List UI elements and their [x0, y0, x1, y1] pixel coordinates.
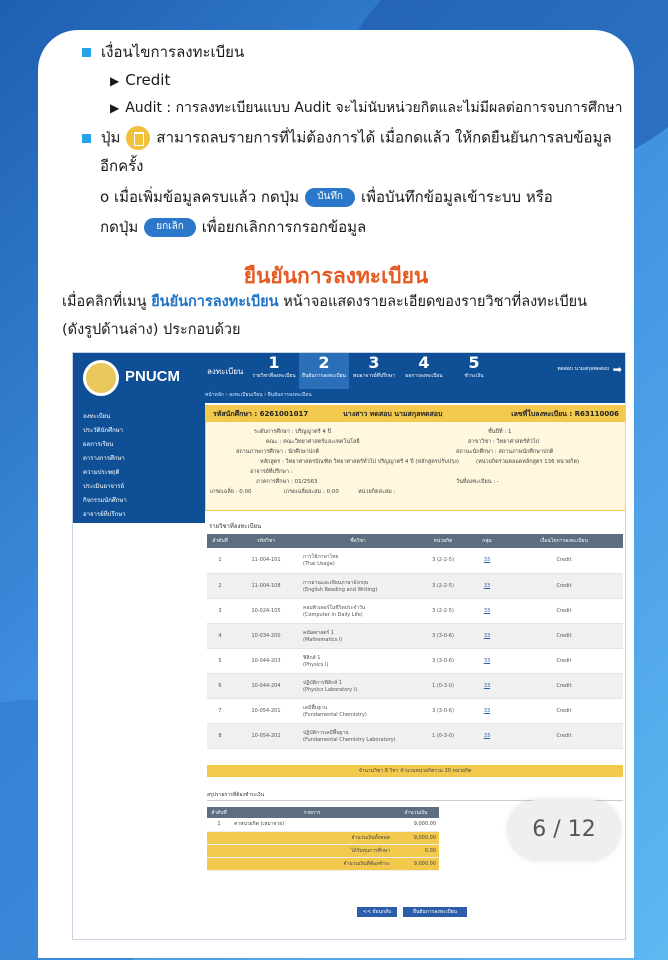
info-field: (หน่วยกิตรวมตลอดหลักสูตร 136 หน่วยกิต): [476, 459, 580, 465]
step-number: 4: [418, 353, 430, 372]
group-link[interactable]: 33: [483, 582, 491, 589]
step-number: 3: [368, 353, 380, 372]
step-label: รายวิชาที่ลงทะเบียน: [252, 373, 296, 379]
fee-sum-label: จำนวนเงินทั้งหมด: [207, 831, 393, 844]
table-header-row: [207, 534, 623, 548]
student-bar: [205, 405, 626, 421]
intro-paragraph: [62, 292, 587, 313]
bullet-delete-line2: อีกครั้ง: [100, 157, 144, 175]
bullet-square-icon: [82, 48, 91, 57]
bullet-text: ปุ่ม: [101, 128, 121, 147]
cell-condition: Credit: [505, 623, 623, 648]
line-text: เมื่อเพิ่มข้อมูลครบแล้ว กดปุ่ม: [113, 188, 300, 206]
fee-sum-label: จำนวนเงินที่ต้องชำระ: [207, 857, 393, 870]
cell-group[interactable]: [469, 673, 505, 698]
sub-bullet-text: Credit: [125, 71, 171, 89]
cell-name: [299, 698, 417, 723]
course-name-th: คณิตศาสตร์ 1: [303, 629, 334, 636]
app-header: [73, 353, 626, 403]
cell-condition: Credit: [505, 673, 623, 698]
column-header: รหัสวิชา: [233, 534, 299, 548]
sidebar-item[interactable]: กิจกรรมนักศึกษา: [83, 497, 127, 504]
group-link[interactable]: 33: [483, 682, 491, 689]
total-credits-bar: จำนวนวิชา 8 วิชา จำนวนหน่วยกิตรวม 20 หน่วยกิต: [207, 765, 623, 777]
cell-credit: 1 (0-3-0): [417, 673, 469, 698]
course-name-th: ฟิสิกส์ 1: [303, 654, 321, 661]
cell-group[interactable]: [469, 548, 505, 573]
course-name-en: (English Reading and Writing): [303, 586, 378, 593]
info-field: เกรดเฉลี่ย : 0.00: [210, 489, 252, 495]
column-header: ชื่อวิชา: [299, 534, 417, 548]
info-field: สถานภาพการศึกษา : นักศึกษาปกติ: [236, 449, 320, 455]
cell-group[interactable]: [469, 598, 505, 623]
line-text: กดปุ่ม: [100, 218, 139, 236]
cell-name: [299, 623, 417, 648]
course-name-th: การใช้ภาษาไทย: [303, 554, 339, 561]
cell-name: [299, 673, 417, 698]
line-save: [100, 187, 553, 209]
table-row: [207, 623, 623, 648]
course-name-en: (Mathematics I): [303, 636, 343, 643]
cell-name: [299, 648, 417, 673]
fee-sum-row: [207, 857, 439, 870]
cell-credit: 3 (2-2-5): [417, 573, 469, 598]
triangle-bullet-icon: ▶: [110, 74, 120, 88]
info-field: ชั้นปีที่ : 1: [488, 429, 512, 435]
course-name-th: การอ่านและเขียนภาษาอังกฤษ: [303, 579, 369, 586]
fee-header-row: [207, 807, 439, 818]
sub-bullet-text: Audit : การลงทะเบียนแบบ Audit จะไม่นับหน่วยกิตและไม่มีผลต่อการจบการศึกษา: [125, 100, 623, 116]
table-row: [207, 648, 623, 673]
course-name-th: คอมพิวเตอร์ในชีวิตประจำวัน: [303, 604, 366, 611]
sidebar-item[interactable]: ประเมินอาจารย์: [83, 483, 124, 490]
cell-no: 8: [207, 723, 233, 748]
column-header: ลำดับที่: [207, 534, 233, 548]
group-link[interactable]: 33: [483, 607, 491, 614]
cell-code: 10-044-204: [233, 673, 299, 698]
info-field: หลักสูตร : วิทยาศาสตรบัณฑิต วิทยาศาสตร์ทั่วไป ปริญญาตรี 4 ปี (หลักสูตรปรับปรุง): [260, 459, 459, 465]
cell-no: 4: [207, 623, 233, 648]
cell-condition: Credit: [505, 648, 623, 673]
cell-credit: 3 (3-0-6): [417, 648, 469, 673]
bullet-delete: [82, 126, 622, 150]
info-field: อาจารย์ที่ปรึกษา :: [250, 469, 293, 475]
fee-sum-amount: 9,000.00: [393, 857, 439, 870]
fee-table: [207, 807, 439, 871]
step-number: 2: [318, 353, 330, 372]
column-header: ลำดับที่: [207, 807, 231, 818]
cell-group[interactable]: [469, 723, 505, 748]
fee-summary-label: สรุปรายการที่ต้องชำระเงิน: [207, 791, 623, 801]
step-number: 1: [268, 353, 280, 372]
bullet-text: เงื่อนไขการลงทะเบียน: [101, 43, 245, 61]
sub-bullet-credit: [110, 70, 170, 92]
logout-arrow-icon[interactable]: ➡: [612, 363, 622, 376]
para-text: เมื่อคลิกที่เมนู: [62, 294, 147, 310]
cell-group[interactable]: [469, 698, 505, 723]
step-number: 5: [468, 353, 480, 372]
table-row: [207, 723, 623, 748]
sub-bullet-audit: [110, 98, 623, 118]
cell-no: 3: [207, 598, 233, 623]
cell-group[interactable]: [469, 648, 505, 673]
course-name-en: (Physics I): [303, 661, 329, 668]
step-label: ชำระเงิน: [464, 373, 484, 379]
user-name: ทดสอบ นามสกุลทดสอบ: [557, 366, 609, 372]
breadcrumb: หน้าหลัก › ลงทะเบียนเรียน › ยืนยันการลงทะเบียน: [205, 392, 312, 398]
bullet-text: สามารถลบรายการที่ไม่ต้องการได้ เมื่อกดแล้ว ให้กดยืนยันการลบข้อมูล: [156, 128, 612, 147]
courses-table: [207, 534, 623, 749]
cell-code: 10-054-202: [233, 723, 299, 748]
sidebar-item[interactable]: ผลการเรียน: [83, 441, 114, 448]
cell-code: 10-054-201: [233, 698, 299, 723]
triangle-bullet-icon: ▶: [110, 101, 120, 115]
info-field: สาขาวิชา : วิทยาศาสตร์ทั่วไป: [468, 439, 540, 445]
step-4[interactable]: [399, 353, 449, 389]
university-logo-icon: [83, 360, 119, 396]
fee-no: 1: [207, 818, 231, 831]
cell-group[interactable]: [469, 623, 505, 648]
step-label: ผลการลงทะเบียน: [405, 373, 443, 379]
step-2[interactable]: [299, 353, 349, 389]
group-link[interactable]: 33: [483, 657, 491, 664]
sidebar-item[interactable]: อาจารย์ที่ปรึกษา: [83, 511, 126, 518]
student-id: รหัสนักศึกษา : 6261001017: [213, 410, 309, 418]
para-text: หน้าจอแสดงรายละเอียดของรายวิชาที่ลงทะเบียน: [283, 294, 588, 310]
cell-credit: 1 (0-3-0): [417, 723, 469, 748]
cell-condition: Credit: [505, 573, 623, 598]
group-link[interactable]: 33: [483, 707, 491, 714]
registration-steps: [249, 353, 499, 389]
cell-no: 6: [207, 673, 233, 698]
section-title: ลงทะเบียน: [207, 367, 244, 376]
cell-code: 11-004-108: [233, 573, 299, 598]
student-info-panel: [205, 421, 626, 511]
group-link[interactable]: 33: [483, 557, 491, 564]
line-cancel: [100, 217, 366, 239]
cell-condition: Credit: [505, 723, 623, 748]
para-highlight: ยืนยันการลงทะเบียน: [151, 294, 279, 310]
bullet-conditions: [82, 42, 244, 64]
group-link[interactable]: 33: [483, 632, 491, 639]
section-heading: ยืนยันการลงทะเบียน: [243, 264, 429, 288]
cell-code: 11-004-101: [233, 548, 299, 573]
group-link[interactable]: 33: [483, 732, 491, 739]
course-name-th: ปฏิบัติการฟิสิกส์ 1: [303, 679, 342, 686]
info-field: สถานะนักศึกษา : สถานภาพนักศึกษาปกติ: [456, 449, 554, 455]
line-text: เพื่อยกเลิกการกรอกข้อมูล: [201, 218, 367, 236]
column-header: หน่วยกิต: [417, 534, 469, 548]
registration-number: เลขที่ใบลงทะเบียน : R63110006: [511, 410, 619, 418]
info-field: ภาคการศึกษา : 01/2563: [256, 479, 318, 485]
cell-no: 2: [207, 573, 233, 598]
cell-condition: Credit: [505, 698, 623, 723]
student-name: นางสาว ทดสอบ นามสกุลทดสอบ: [343, 410, 443, 418]
info-field: คณะ : คณะวิทยาศาสตร์และเทคโนโลยี: [266, 439, 360, 445]
table-row: [207, 673, 623, 698]
cell-no: 1: [207, 548, 233, 573]
fee-amount: 9,000.00: [393, 818, 439, 831]
cell-no: 7: [207, 698, 233, 723]
sidebar-item[interactable]: ลงทะเบียน: [83, 413, 111, 420]
cell-code: 10-034-200: [233, 623, 299, 648]
page-indicator: 6 / 12: [508, 800, 620, 860]
back-button[interactable]: << ย้อนกลับ: [357, 907, 397, 917]
save-button-sample: บันทึก: [305, 188, 355, 207]
cell-credit: 3 (2-2-5): [417, 548, 469, 573]
course-name-en: (Thai Usage): [303, 561, 335, 568]
bullet-square-icon: [82, 134, 91, 143]
cell-credit: 3 (3-0-6): [417, 698, 469, 723]
column-header: กลุ่ม: [469, 534, 505, 548]
info-field: เกรดเฉลี่ยสะสม : 0.00: [284, 489, 339, 495]
table-row: [207, 548, 623, 573]
course-name-en: (Physics Laboratory I): [303, 686, 358, 693]
cancel-button-sample: ยกเลิก: [144, 218, 196, 237]
cell-name: [299, 598, 417, 623]
fee-item: ค่าหน่วยกิต (เหมาจ่าย): [231, 818, 393, 831]
line-text: เพื่อบันทึกข้อมูลเข้าระบบ หรือ: [360, 188, 553, 206]
column-header: เงื่อนไขการลงทะเบียน: [505, 534, 623, 548]
sidebar-item[interactable]: ประวัตินักศึกษา: [83, 427, 124, 434]
fee-row: [207, 818, 439, 831]
table-row: [207, 598, 623, 623]
fee-sum-label: ได้รับทุนการศึกษา: [207, 844, 393, 857]
step-label: ยืนยันการลงทะเบียน: [302, 373, 346, 379]
circle-bullet: o: [100, 188, 110, 206]
fee-sum-row: [207, 844, 439, 857]
cell-name: [299, 723, 417, 748]
fee-sum-amount: 9,000.00: [393, 831, 439, 844]
step-3[interactable]: [349, 353, 399, 389]
column-header: จำนวนเงิน: [393, 807, 439, 818]
column-header: รายการ: [231, 807, 393, 818]
info-field: ระดับการศึกษา : ปริญญาตรี 4 ปี: [254, 429, 332, 435]
step-1[interactable]: [249, 353, 299, 389]
intro-paragraph-line2: (ดังรูปด้านล่าง) ประกอบด้วย: [62, 322, 241, 338]
cell-credit: 3 (2-2-5): [417, 598, 469, 623]
cell-code: 10-044-203: [233, 648, 299, 673]
fee-sum-amount: 0.00: [393, 844, 439, 857]
course-name-th: เคมีพื้นฐาน: [303, 704, 328, 711]
cell-condition: Credit: [505, 598, 623, 623]
cell-no: 5: [207, 648, 233, 673]
step-5[interactable]: [449, 353, 499, 389]
course-name-en: (Computer in Daily Life): [303, 611, 363, 618]
brand-name: PNUCM: [125, 368, 180, 385]
cell-name: [299, 573, 417, 598]
info-field: วันที่ลงทะเบียน : -: [456, 479, 499, 485]
cell-condition: Credit: [505, 548, 623, 573]
course-name-th: ปฏิบัติการเคมีพื้นฐาน: [303, 729, 349, 736]
confirm-registration-button[interactable]: ยืนยันการลงทะเบียน: [403, 907, 467, 917]
course-name-en: (Fundamental Chemistry): [303, 711, 367, 718]
cell-credit: 3 (3-0-6): [417, 623, 469, 648]
info-field: หน่วยกิตสะสม :: [358, 489, 396, 495]
fee-sum-row: [207, 831, 439, 844]
courses-label: รายวิชาที่ลงทะเบียน: [209, 523, 262, 530]
table-row: [207, 698, 623, 723]
cell-code: 10-024-105: [233, 598, 299, 623]
course-name-en: (Fundamental Chemistry Laboratory): [303, 736, 396, 743]
step-label: พบอาจารย์ที่ปรึกษา: [353, 373, 395, 379]
sidebar-item[interactable]: ความประพฤติ: [83, 469, 120, 476]
cell-group[interactable]: [469, 573, 505, 598]
table-row: [207, 573, 623, 598]
sidebar: [73, 403, 205, 523]
cell-name: [299, 548, 417, 573]
trash-icon: [126, 126, 150, 150]
sidebar-item[interactable]: ตารางการศึกษา: [83, 455, 125, 462]
